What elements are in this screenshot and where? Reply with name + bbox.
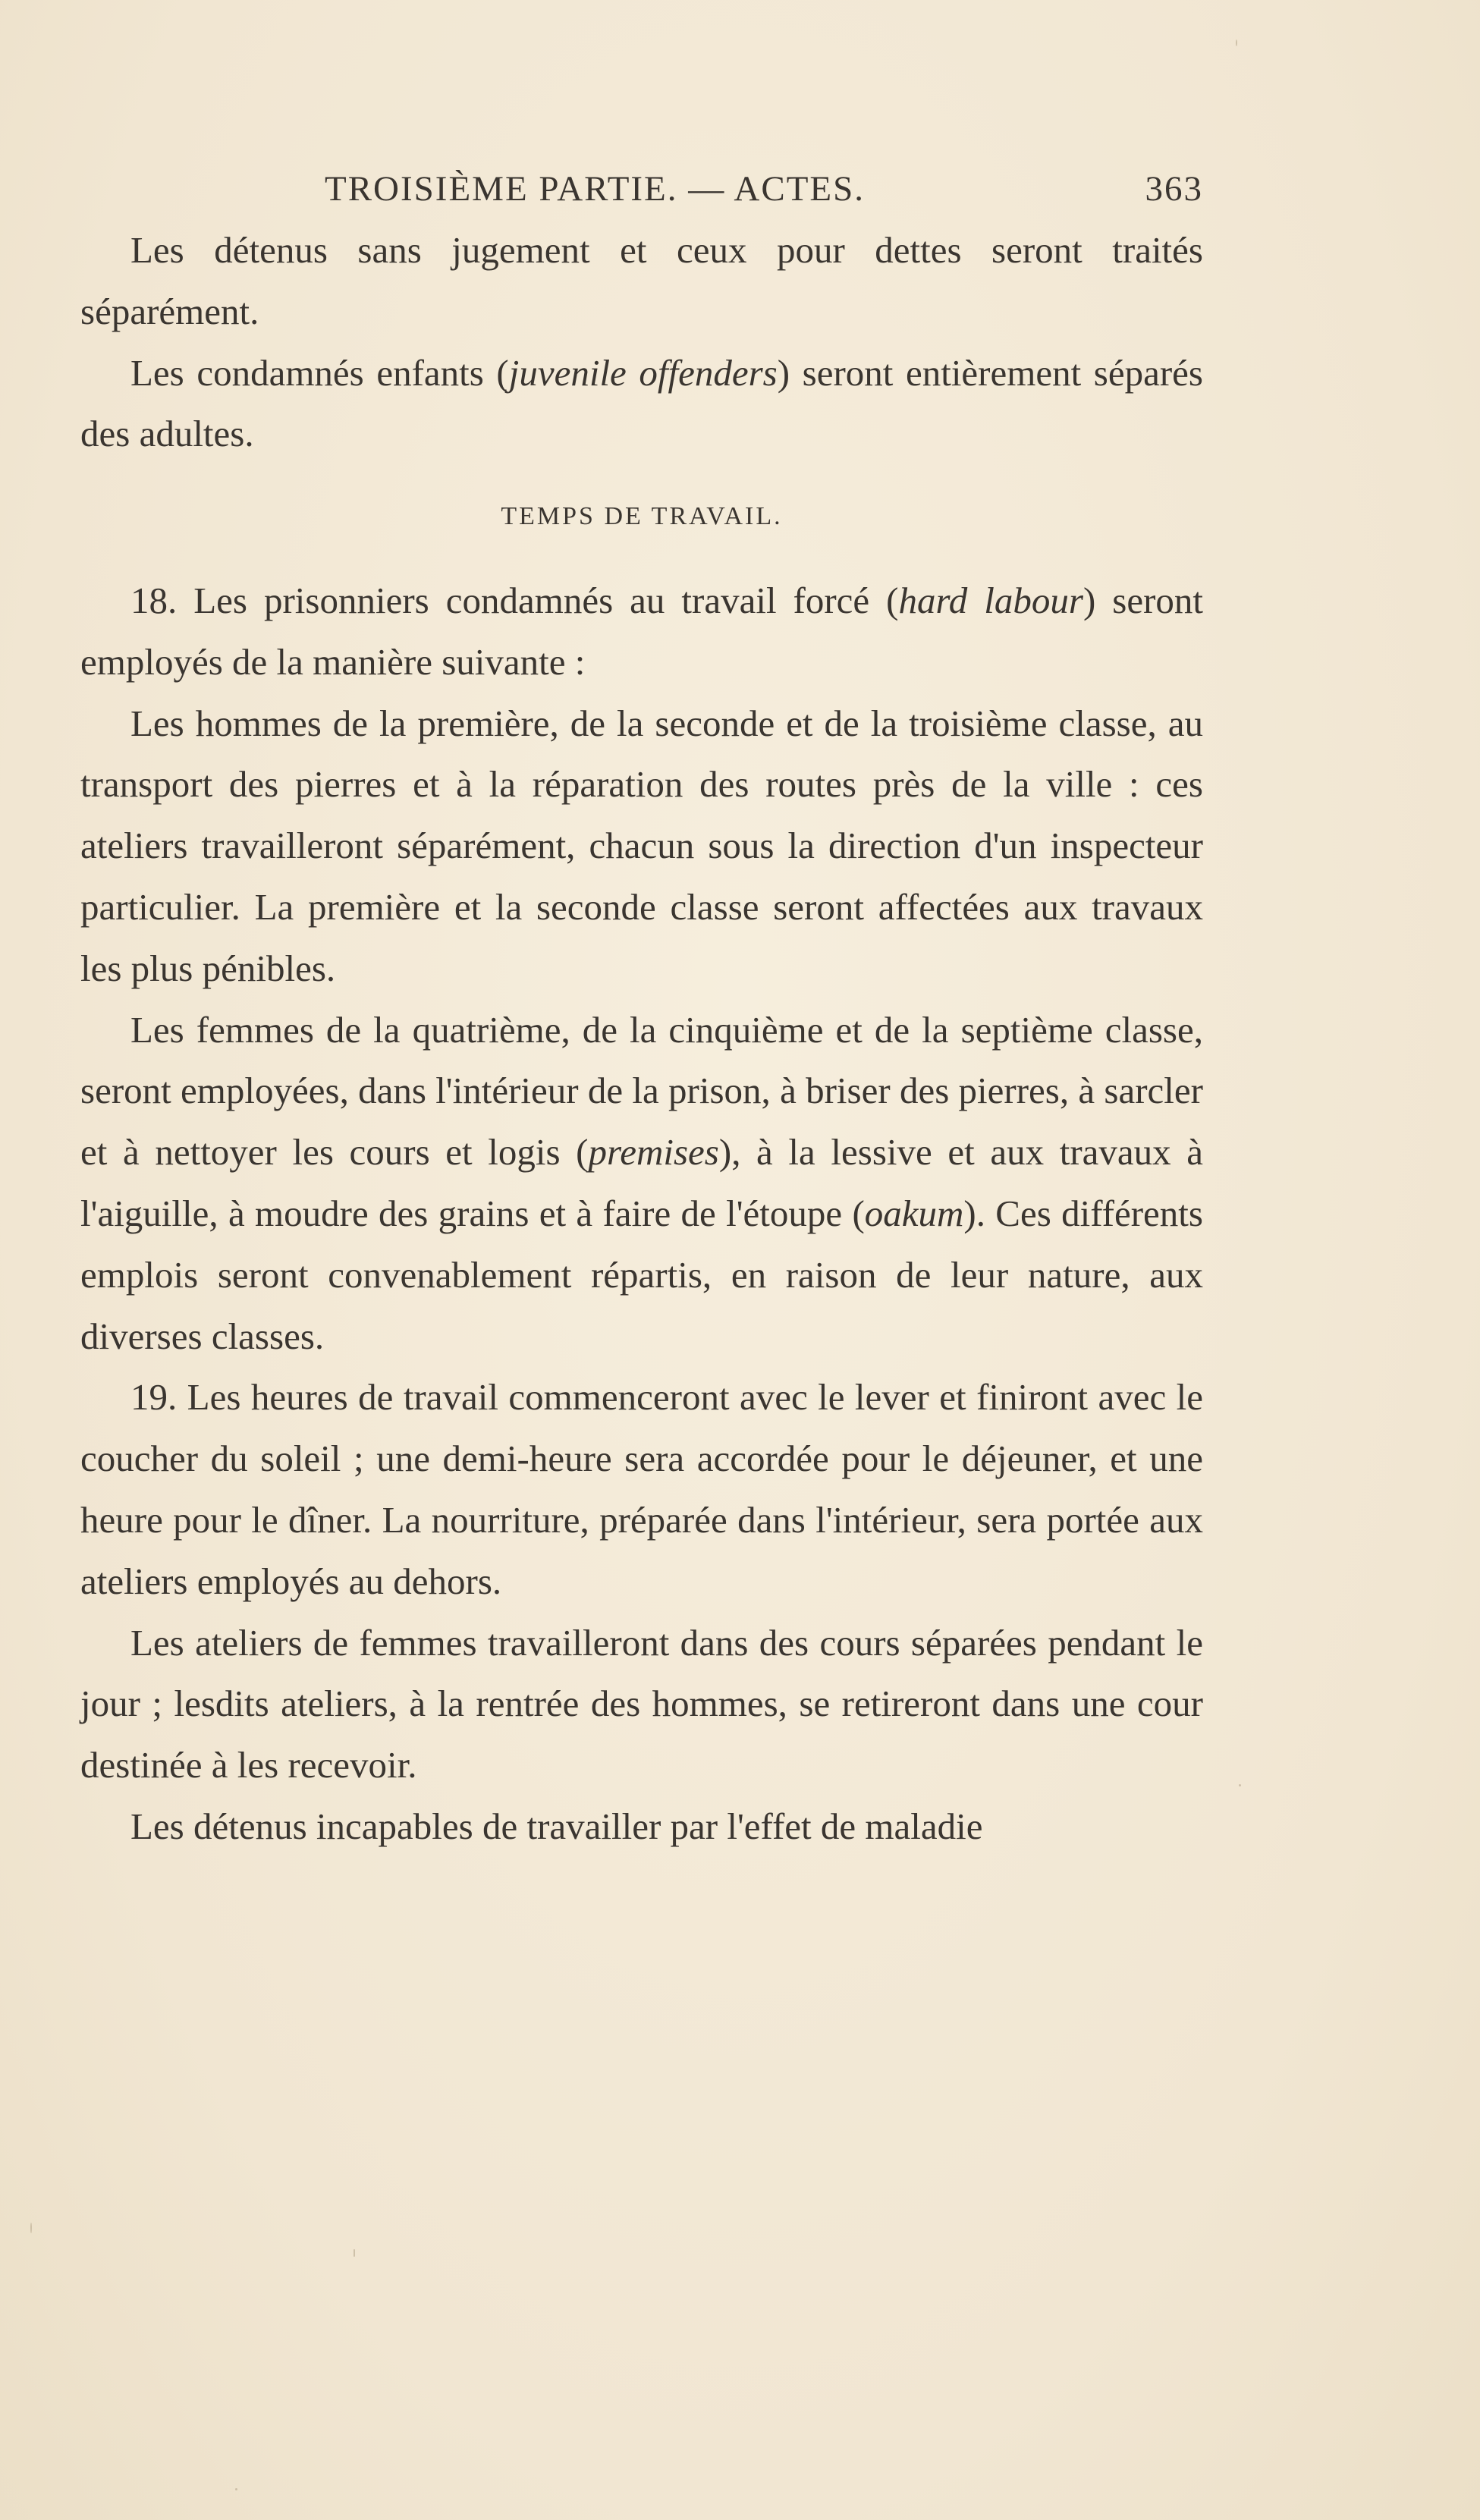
article-19: 19. Les heures de travail commenceront avec le lever et finiront avec le coucher du soleil ; une demi-heure sera accordée pour le déjeuner, et une heure pour le dîner. La nourriture, préparée dans l'intérieur, sera portée aux ateliers employés au dehors. (80, 1376, 1203, 1602)
paragraph-enfants-start: Les condamnés enfants ( (130, 351, 509, 394)
term-juvenile-offenders: juvenile offenders (508, 351, 778, 394)
book-page (80, 152, 1203, 1858)
page-number: 363 (1145, 169, 1203, 209)
article-18-start: 18. Les prisonniers condamnés au travail forcé ( (130, 579, 899, 621)
paragraph-enfants-end: ) seront entièrement séparés des adultes. (80, 351, 1203, 455)
paragraph-enfants (80, 343, 1203, 466)
article-18-end: ) seront employés de la manière suivante : (80, 579, 1203, 683)
body-text (80, 220, 1203, 1858)
paragraph-femmes-part3: ). Ces différents emplois seront convenablement répartis, en raison de leur nature, aux diverses classes. (80, 1192, 1203, 1357)
paragraph-femmes (80, 1000, 1203, 1368)
paragraph-femmes-part2: ), à la lessive et aux travaux à l'aiguille, à moudre des grains et à faire de l'étoupe ( (80, 1131, 1203, 1234)
paragraph-ateliers-femmes: Les ateliers de femmes travailleront dans des cours séparées pendant le jour ; lesdits ateliers, à la rentrée des hommes, se retireront dans une cour destinée à les recevoir. (80, 1621, 1203, 1786)
paragraph-detenus-malades: Les détenus incapables de travailler par l'effet de maladie (130, 1805, 983, 1847)
paper-speck (1239, 1784, 1241, 1786)
term-premises: premises (588, 1131, 719, 1174)
paragraph-hommes: Les hommes de la première, de la seconde et de la troisième classe, au transport des pierres et à la réparation des routes près de la ville : ces ateliers travailleront séparément, chacun sous la direction d'un inspecteur particulier. La première et la seconde classe seront affectées aux travaux les plus pénibles. (80, 702, 1203, 989)
paper-speck (354, 2249, 355, 2257)
paper-speck (30, 2223, 32, 2233)
paper-speck (235, 2488, 237, 2490)
paragraph-detenus: Les détenus sans jugement et ceux pour dettes seront traités séparément. (80, 229, 1203, 332)
article-18 (80, 570, 1203, 693)
paragraph-femmes-part1: Les femmes de la quatrième, de la cinquième et de la septième classe, seront employées, dans l'intérieur de la prison, à briser des pierres, à sarcler et à nettoyer les cours et logis ( (80, 1008, 1203, 1174)
term-hard-labour: hard labour (898, 579, 1083, 621)
running-head (80, 152, 1203, 220)
paper-speck (1236, 39, 1237, 46)
running-head-title: TROISIÈME PARTIE. — ACTES. (325, 169, 866, 209)
term-oakum: oakum (864, 1192, 964, 1234)
section-heading: TEMPS DE TRAVAIL. (501, 502, 783, 531)
